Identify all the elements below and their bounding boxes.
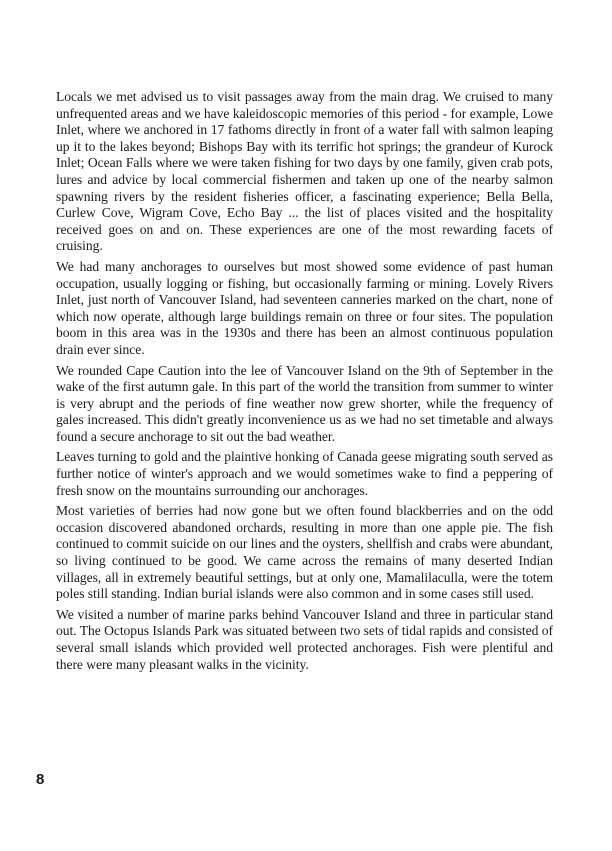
body-text — [56, 89, 553, 677]
paragraph-marine-parks: We visited a number of marine parks behind Vancouver Island and three in particular stand out. The Octopus Islands Park was situated between two sets of tidal rapids and consisted of several small islands which provided well protected anchorages. Fish were plentiful and there were many pleasant walks in the vicinity. — [56, 606, 553, 672]
paragraph-autumn: Leaves turning to gold and the plaintive honking of Canada geese migrating south served as further notice of winter's approach and we would sometimes wake to find a peppering of fresh snow on the mountains surrounding our anchorages. — [56, 449, 553, 498]
paragraph-cape-caution: We rounded Cape Caution into the lee of Vancouver Island on the 9th of September in the wake of the first autumn gale. In this part of the world the transition from summer to winter is very abrupt and the periods of fine weather now grew shorter, while the frequency of gales increased. This didn't greatly inconvenience us as we had no set timetable and always found a secure anchorage to sit out the bad weather. — [56, 362, 553, 444]
paragraph-berries-villages: Most varieties of berries had now gone but we often found blackberries and on the odd occasion discovered abandoned orchards, resulting in more than one apple pie. The fish continued to commit suicide on our lines and the oysters, shellfish and crabs were abundant, so living continued to be good. We came across the remains of many deserted Indian villages, all in extremely beautiful settings, but at only one, Mamalilaculla, were the totem poles still standing. Indian burial islands were also common and in some cases still used. — [56, 503, 553, 602]
paragraph-anchorages: We had many anchorages to ourselves but most showed some evidence of past human occupation, usually logging or fishing, but occasionally farming or mining. Lovely Rivers Inlet, just north of Vancouver Island, had seventeen canneries marked on the chart, none of which now operate, although large buildings remain on three or four sites. The population boom in this area was in the 1930s and there has been an almost continuous population drain ever since. — [56, 258, 553, 357]
paragraph-local-advice: Locals we met advised us to visit passages away from the main drag. We cruised to many unfrequented areas and we have kaleidoscopic memories of this period - for example, Lowe Inlet, where we anchored in 17 fathoms directly in front of a water fall with salmon leaping up it to the lakes beyond; Bishops Bay with its terrific hot springs; the grandeur of Kurock Inlet; Ocean Falls where we were taken fishing for two days by one family, given crab pots, lures and advice by local commercial fishermen and taken up one of the nearby salmon spawning rivers by the resident fisheries officer, a fascinating experience; Bella Bella, Curlew Cove, Wigram Cove, Echo Bay ... the list of places visited and the hospitality received goes on and on. These experiences are one of the most rewarding facets of cruising. — [56, 89, 553, 254]
page-number: 8 — [36, 771, 45, 788]
